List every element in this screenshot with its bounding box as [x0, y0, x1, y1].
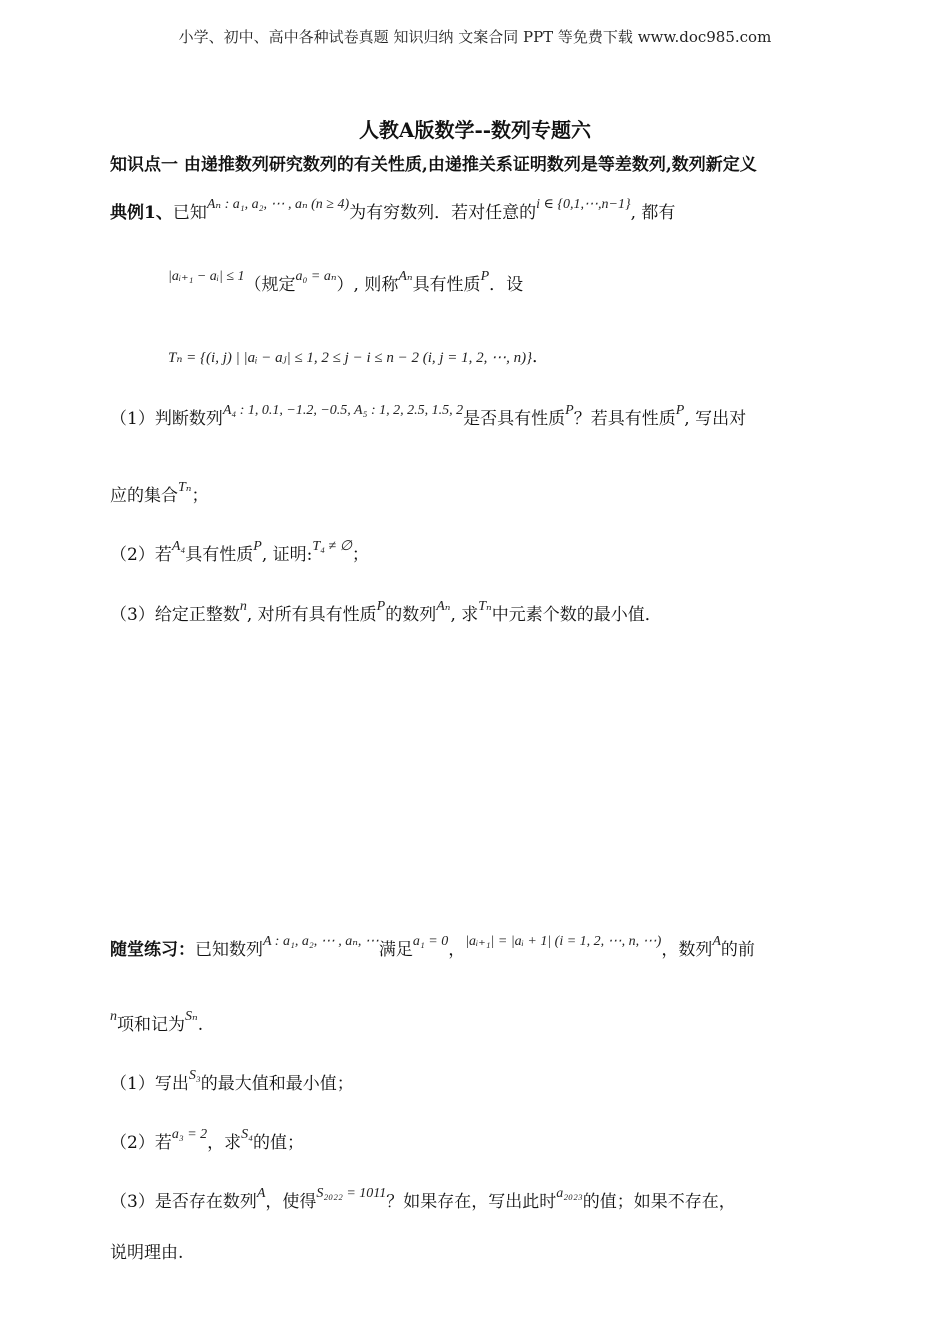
- formula: i ∈ {0,1,⋯,n−1}: [536, 197, 631, 212]
- text: 已知: [172, 203, 207, 223]
- formula: P: [480, 269, 490, 284]
- text: 的最大值和最小值；: [200, 1074, 354, 1094]
- text: ，: [448, 940, 466, 960]
- text: ？若具有性质: [573, 409, 676, 429]
- text: , 都有: [630, 203, 676, 223]
- text: 具有性质: [412, 275, 481, 295]
- text: （1）判断数列: [110, 409, 223, 429]
- formula: Aₙ: [436, 599, 451, 614]
- formula: P: [675, 403, 685, 418]
- formula: Aₙ : a₁, a₂, ⋯ , aₙ (n ≥ 4): [206, 197, 350, 212]
- text: 应的集合: [110, 486, 178, 506]
- formula: A₄: [171, 539, 186, 554]
- text: （1）写出: [110, 1074, 189, 1094]
- formula: T₄ ≠ ∅: [312, 539, 352, 554]
- text: 为有穷数列．若对任意的: [349, 203, 537, 223]
- practice-line-1: [110, 935, 755, 960]
- formula: Aₙ: [398, 269, 413, 284]
- formula: P: [253, 539, 262, 554]
- knowledge-point: 知识点一 由递推数列研究数列的有关性质,由递推关系证明数列是等差数列,数列新定义: [110, 155, 757, 175]
- formula: Tₙ: [178, 480, 192, 495]
- text: ；: [191, 486, 209, 506]
- practice-line-2: [110, 1010, 203, 1035]
- text: （2）若: [110, 1133, 172, 1153]
- text: 的前: [720, 940, 755, 960]
- text: 具有性质: [185, 545, 254, 565]
- example-q1: [110, 404, 746, 429]
- formula: A: [256, 1186, 266, 1201]
- text: （规定: [244, 275, 296, 295]
- formula: n: [239, 599, 247, 614]
- practice-q2: [110, 1128, 304, 1153]
- formula: A₄ : 1, 0.1, −1.2, −0.5, A₅ : 1, 2, 2.5, 1.5, 2: [222, 403, 464, 418]
- formula: S₂₀₂₂ = 1011: [316, 1186, 387, 1201]
- text: , 写出对: [684, 409, 747, 429]
- text: , 证明:: [261, 545, 313, 565]
- page-header: 小学、初中、高中各种试卷真题 知识归纳 文案合同 PPT 等免费下载 www.doc985.com: [178, 28, 772, 46]
- text: （2）若: [110, 545, 172, 565]
- text: , 求: [450, 605, 479, 625]
- formula: |aᵢ₊₁ − aᵢ| ≤ 1: [168, 269, 245, 284]
- formula: S₃: [188, 1068, 201, 1083]
- text: ，使得: [265, 1192, 317, 1212]
- practice-label: 随堂练习：: [110, 940, 195, 960]
- formula: P: [565, 403, 574, 418]
- formula: |aᵢ₊₁| = |aᵢ + 1| (i = 1, 2, ⋯, n, ⋯): [465, 934, 662, 949]
- example-line-3: [168, 342, 549, 367]
- text: 项和记为: [117, 1015, 185, 1035]
- practice-q1: [110, 1069, 354, 1094]
- formula: a₃ = 2: [171, 1127, 208, 1142]
- text: 的值；: [253, 1133, 305, 1153]
- text: 的值；如果不存在，: [582, 1192, 736, 1212]
- text: , 对所有具有性质: [246, 605, 377, 625]
- text: ，求: [207, 1133, 242, 1153]
- formula: A: [712, 934, 721, 949]
- text: 中元素个数的最小值．: [491, 605, 662, 625]
- practice-q3: [110, 1187, 736, 1212]
- text: ？如果存在，写出此时: [386, 1192, 557, 1212]
- text: （3）是否存在数列: [110, 1192, 257, 1212]
- formula: a₂₀₂₃: [556, 1186, 583, 1201]
- text: .: [197, 1015, 204, 1035]
- example-line-1: [110, 198, 675, 223]
- page-title: 人教A版数学--数列专题六: [358, 118, 592, 142]
- text: 说明理由.: [110, 1243, 184, 1263]
- formula: n: [110, 1009, 117, 1024]
- example-q3: [110, 600, 662, 625]
- formula: S₄: [241, 1127, 254, 1142]
- text: ．: [532, 347, 550, 367]
- text: 已知数列: [195, 940, 263, 960]
- formula: Tₙ: [478, 599, 492, 614]
- formula: P: [376, 599, 386, 614]
- text: ；: [351, 545, 369, 565]
- formula: a₁ = 0: [412, 934, 449, 949]
- text: （3）给定正整数: [110, 605, 240, 625]
- text: ．设: [489, 275, 524, 295]
- formula: Tₙ = {(i, j) | |aᵢ − aⱼ| ≤ 1, 2 ≤ j − i ≤ n − 2 (i, j = 1, 2, ⋯, n)}: [168, 350, 533, 366]
- example-q2: [110, 540, 369, 565]
- formula: Sₙ: [185, 1009, 198, 1024]
- text: ）, 则称: [336, 275, 399, 295]
- formula: a₀ = aₙ: [295, 269, 337, 284]
- text: 的数列: [385, 605, 437, 625]
- example-q1-cont: [110, 481, 208, 506]
- example-label: 典例1、: [110, 203, 173, 223]
- practice-q3-cont: [110, 1238, 183, 1263]
- formula: A : a₁, a₂, ⋯ , aₙ, ⋯: [263, 934, 379, 949]
- text: 满足: [378, 940, 413, 960]
- text: ，数列: [661, 940, 713, 960]
- text: 是否具有性质: [463, 409, 566, 429]
- example-line-2: [168, 270, 523, 295]
